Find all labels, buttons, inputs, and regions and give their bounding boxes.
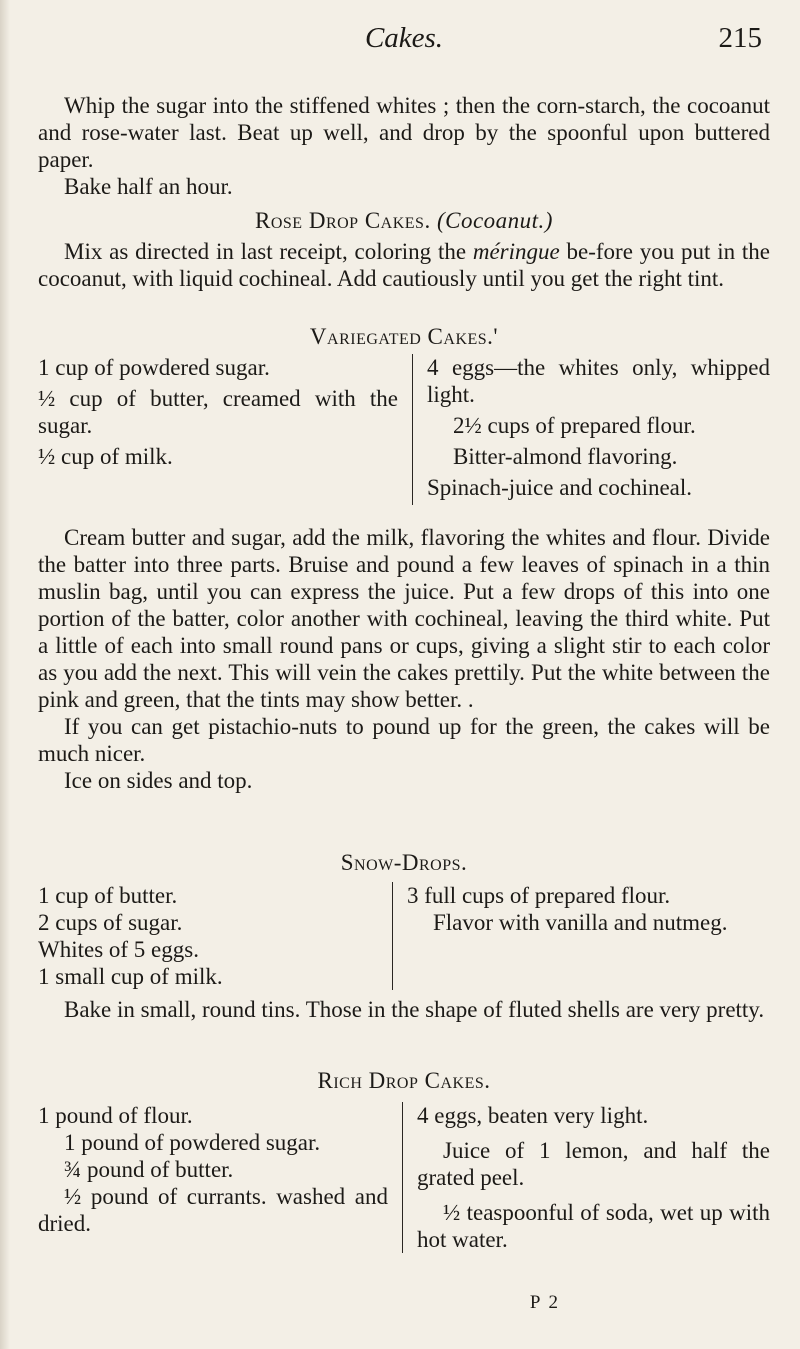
ingredient-item: ½ cup of butter, creamed with the sugar. [38,386,398,438]
ingredient-item: 1 cup of powdered sugar. [38,355,270,380]
page-gutter-shadow [0,0,10,1349]
snow-drops-paragraph: Bake in small, round tins. Those in the shape of fluted shells are very pretty. [64,997,765,1022]
intro-section [38,92,770,200]
rich-drop-right-column [402,1102,770,1253]
variegated-heading: Variegated Cakes.' [309,324,499,349]
rose-drop-title: Rose Drop Cakes. [255,208,431,233]
rose-drop-paragraph [38,238,770,292]
ingredient-item: 2½ cups of prepared flour. [453,413,696,438]
ingredient-item: ½ teaspoonful of soda, wet up with hot water. [417,1200,770,1252]
signature-mark: P 2 [529,1292,560,1313]
ingredient-item: 3 full cups of prepared flour. [407,883,671,908]
variegated-paragraph: If you can get pistachio-nuts to pound up for the green, the cakes will be much nicer. [38,714,770,766]
ingredient-item: Whites of 5 eggs. [38,937,199,962]
variegated-section [38,324,770,350]
snow-drops-heading: Snow-Drops. [340,850,468,875]
ingredient-item: ½ cup of milk. [38,444,173,469]
ingredient-item: 4 eggs—the whites only, whipped light. [427,355,770,407]
snow-drops-right-column [392,882,770,990]
ingredient-item: Flavor with vanilla and nutmeg. [433,910,728,935]
ingredient-item: 2 cups of sugar. [38,910,183,935]
snow-drops-method [38,996,770,1023]
rich-drop-left-column [38,1102,402,1253]
ingredient-item: 1 pound of powdered sugar. [64,1130,321,1155]
intro-paragraph: Whip the sugar into the stiffened whites ; then the corn-starch, the cocoanut and rose-water last. Beat up well, and drop by the spoonful upon buttered paper. [38,93,770,172]
rich-drop-ingredients [38,1102,770,1253]
intro-bake-line: Bake half an hour. [64,174,233,199]
ingredient-item: ¾ pound of butter. [64,1157,234,1182]
ingredient-item: 4 eggs, beaten very light. [417,1103,649,1128]
snow-drops-section [38,850,770,876]
running-title: Cakes. [364,22,444,54]
rose-drop-subtitle: (Cocoanut.) [436,208,553,233]
rich-drop-section [38,1068,770,1094]
book-page [38,0,770,1349]
ingredient-item: Juice of 1 lemon, and half the grated peel. [417,1138,770,1190]
rich-drop-heading: Rich Drop Cakes. [317,1068,491,1093]
rose-drop-heading [38,208,770,234]
snow-drops-ingredients [38,882,770,990]
running-head [38,22,770,62]
variegated-method [38,524,770,794]
rose-drop-text-after: be-fore you put in the cocoanut, with liquid cochineal. Add cautiously until you get the right tint. [38,239,770,291]
variegated-right-column [412,354,770,505]
snow-drops-left-column [38,882,392,990]
ingredient-item: Bitter-almond flavoring. [453,444,678,469]
rose-drop-section [38,208,770,292]
ingredient-item: Spinach-juice and cochineal. [427,475,693,500]
variegated-paragraph: Cream butter and sugar, add the milk, flavoring the whites and flour. Divide the batter into three parts. Bruise and pound a few leaves of spinach in a thin muslin bag, until you can express the juice. Put a few drops of this into one portion of the batter, color another with cochineal, leaving the third white. Put a little of each into small round pans or cups, giving a slight stir to each color as you add the next. This will vein the cakes prettily. Put the white between the pink and green, that the tints may show better. . [38,525,770,712]
signature-row [38,1292,770,1316]
ingredient-item: ½ pound of currants. washed and dried. [38,1184,388,1236]
ingredient-item: 1 small cup of milk. [38,964,223,989]
variegated-left-column [38,354,412,505]
rose-drop-text-before: Mix as directed in last receipt, coloring the [64,239,473,264]
variegated-paragraph: Ice on sides and top. [64,768,253,793]
ingredient-item: 1 cup of butter. [38,883,178,908]
variegated-ingredients [38,354,770,505]
page-number: 215 [718,22,762,54]
ingredient-item: 1 pound of flour. [38,1103,193,1128]
rose-drop-emphasis: méringue [472,239,560,264]
